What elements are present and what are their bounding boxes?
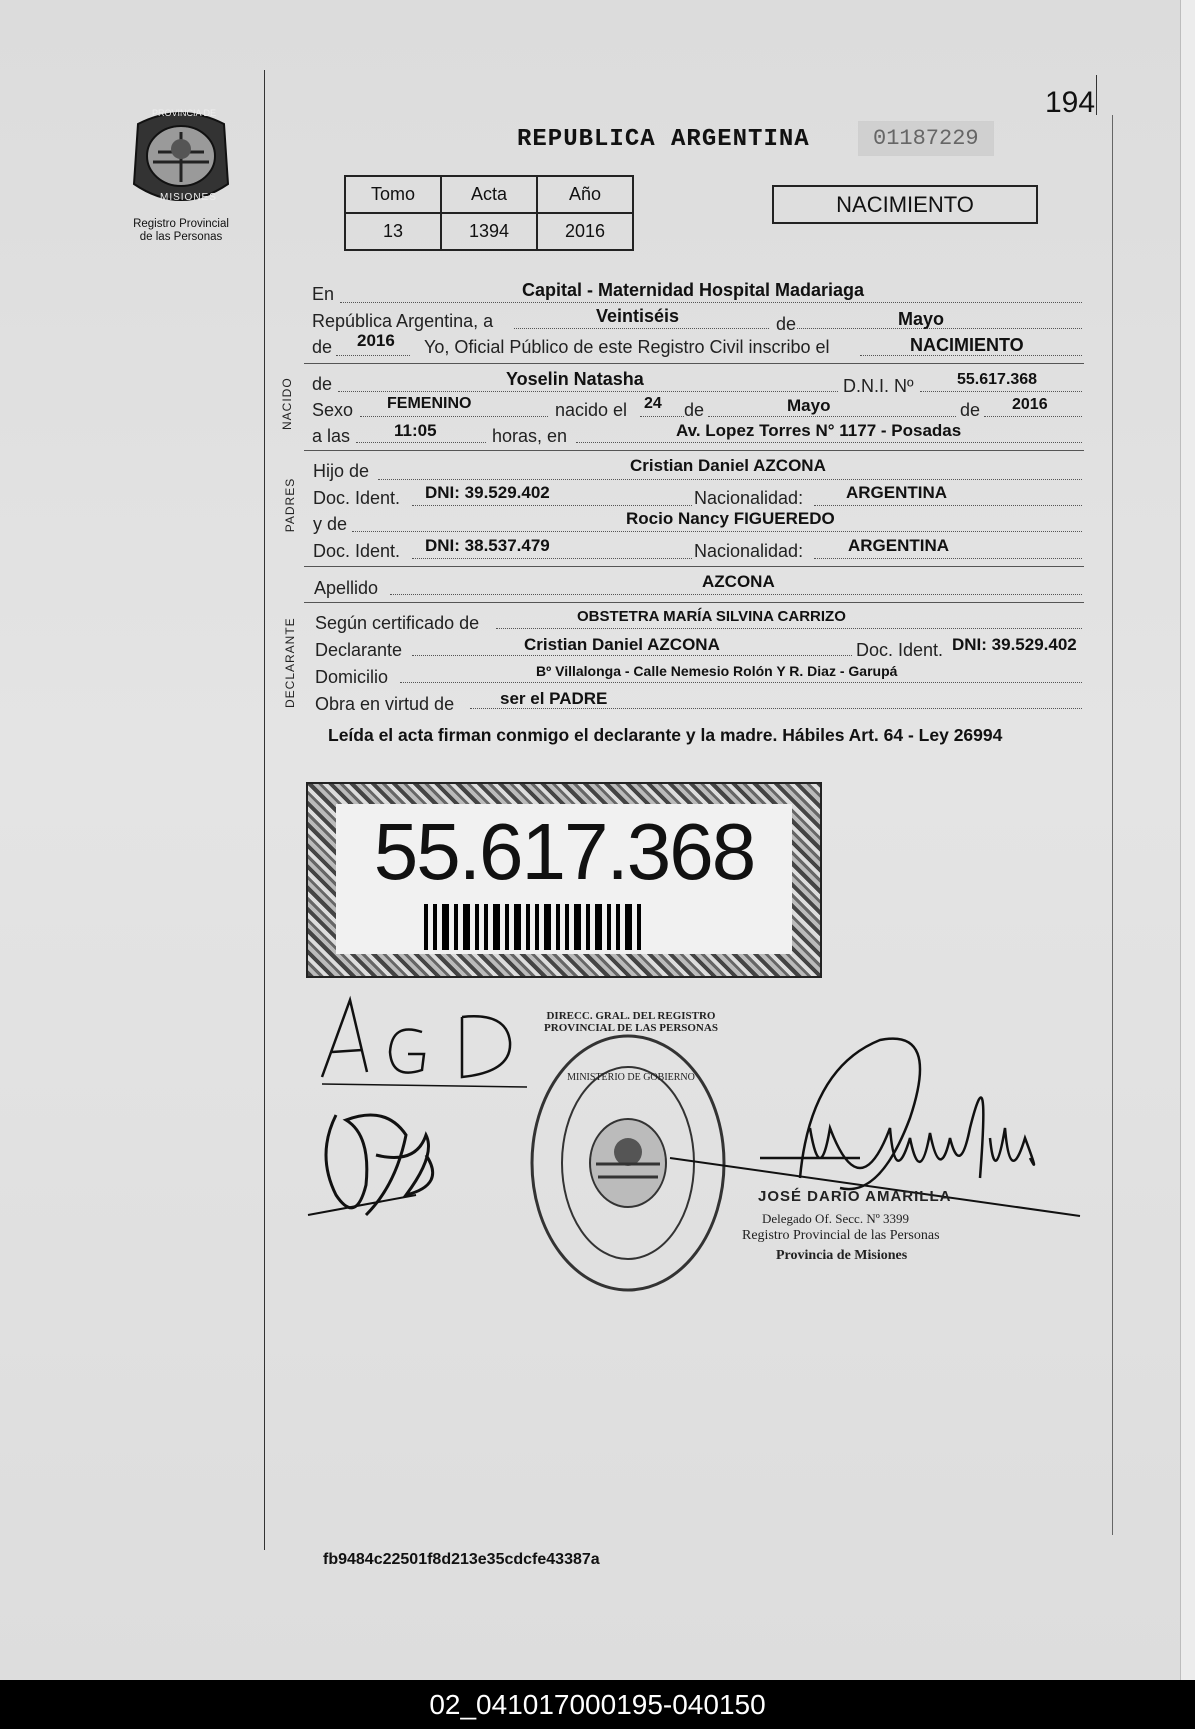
apellido-label: Apellido [314, 578, 379, 598]
child-dni-value: 55.617.368 [957, 371, 1038, 388]
dotline [412, 505, 692, 506]
republic-label: República Argentina, a [312, 311, 494, 331]
de2-label: de [312, 337, 333, 357]
officer-title: Delegado Of. Secc. Nº 3399 [762, 1211, 909, 1226]
dni-label: D.N.I. Nº [843, 376, 914, 396]
anio-label: Año [537, 176, 633, 213]
doc-ident-label: Doc. Ident. [313, 541, 401, 561]
place-value: Capital - Maternidad Hospital Madariaga [522, 280, 865, 300]
tomo-label: Tomo [345, 176, 441, 213]
dotline [400, 682, 1082, 683]
dni-stamp-number: 55.617.368 [373, 807, 755, 896]
officer-office: Registro Provincial de las Personas [742, 1228, 940, 1243]
mother-name-value: Rocio Nancy FIGUEREDO [626, 509, 835, 528]
legal-note: Leída el acta firman conmigo el declarante y la madre. Hábiles Art. 64 - Ley 26994 [328, 725, 1003, 745]
sexo-label: Sexo [312, 400, 354, 420]
section-label-nacido: NACIDO [280, 377, 294, 430]
logo-caption-line1: Registro Provincial [133, 218, 229, 230]
country-title: REPUBLICA ARGENTINA [517, 126, 810, 153]
right-margin-line [1096, 75, 1097, 115]
domicilio-value: Bº Villalonga - Calle Nemesio Rolón Y R. Diaz - Garupá [536, 663, 898, 679]
cert-label: Según certificado de [315, 613, 480, 633]
dotline [814, 505, 1082, 506]
dotline [576, 442, 1082, 443]
dotline [708, 416, 956, 417]
right-margin-line-long [1112, 115, 1113, 1535]
scan-id-footer: 02_041017000195-040150 [0, 1680, 1195, 1729]
father-doc-value: DNI: 39.529.402 [425, 483, 550, 502]
nacionalidad-label: Nacionalidad: [694, 488, 804, 508]
acta-label: Acta [441, 176, 537, 213]
anio-value: 2016 [537, 213, 633, 250]
obra-value: ser el PADRE [500, 689, 608, 708]
logo-seal-bottom-text: MISIONES [160, 192, 217, 203]
child-name-value: Yoselin Natasha [506, 369, 644, 389]
separator [304, 450, 1084, 451]
dotline [338, 391, 838, 392]
logo-seal-top-text: PROVINCIA DE [152, 108, 217, 118]
father-name-value: Cristian Daniel AZCONA [630, 456, 826, 475]
day-value: Veintiséis [596, 306, 680, 326]
en-label: En [312, 284, 335, 304]
left-margin-line [264, 70, 265, 1550]
doc-ident-label: Doc. Ident. [856, 640, 944, 660]
separator [304, 566, 1084, 567]
tomo-value: 13 [345, 213, 441, 250]
dotline [412, 655, 852, 656]
dotline [352, 531, 1082, 532]
obra-label: Obra en virtud de [315, 694, 455, 714]
document-hash: fb9484c22501f8d213e35cdcfe43387a [323, 1551, 600, 1568]
de-label: de [776, 314, 797, 334]
month-value: Mayo [898, 309, 945, 329]
domicilio-label: Domicilio [315, 667, 389, 687]
declarante-doc-value: DNI: 39.529.402 [952, 635, 1077, 654]
time-value: 11:05 [394, 421, 437, 440]
sexo-value: FEMENINO [387, 395, 472, 412]
logo-caption-line2: de las Personas [139, 231, 223, 243]
dotline [390, 594, 1082, 595]
dotline [336, 355, 410, 356]
round-seal-outer-text: DIRECC. GRAL. DEL REGISTRO PROVINCIAL DE LAS PERSONAS [544, 1010, 718, 1034]
dni-barcode [424, 904, 714, 950]
section-label-padres: PADRES [283, 477, 297, 533]
year-value: 2016 [357, 331, 395, 350]
horas-label: horas, en [492, 426, 568, 446]
nacido-de-label: de [312, 374, 333, 394]
birth-address-value: Av. Lopez Torres N° 1177 - Posadas [676, 421, 962, 440]
dotline [496, 628, 1082, 629]
dni-number-stamp [306, 782, 822, 978]
signature-initials [312, 992, 532, 1092]
officer-name: JOSÉ DARIO AMARILLA [758, 1188, 952, 1205]
cert-value: OBSTETRA MARÍA SILVINA CARRIZO [577, 608, 846, 625]
page-number: 194 [1045, 86, 1096, 119]
de-label: de [960, 400, 981, 420]
separator [304, 602, 1084, 603]
declarante-label: Declarante [315, 640, 403, 660]
logo-caption [116, 218, 246, 244]
dotline [340, 302, 1082, 303]
dotline [378, 479, 1082, 480]
dotline [356, 442, 486, 443]
section-label-declarante: DECLARANTE [283, 617, 297, 708]
birth-day-value: 24 [644, 395, 662, 412]
y-de-label: y de [313, 514, 348, 534]
dotline [360, 416, 548, 417]
declarante-name-value: Cristian Daniel AZCONA [524, 635, 720, 654]
separator [304, 363, 1084, 364]
dotline [412, 558, 692, 559]
mother-doc-value: DNI: 38.537.479 [425, 536, 550, 555]
doc-ident-label: Doc. Ident. [313, 488, 401, 508]
nacido-el-label: nacido el [555, 400, 628, 420]
officer-province: Provincia de Misiones [776, 1248, 908, 1263]
birth-year-value: 2016 [1012, 396, 1048, 413]
de-label: de [684, 400, 705, 420]
signature-declarante [306, 1095, 456, 1235]
dotline [920, 391, 1082, 392]
acta-value: 1394 [441, 213, 537, 250]
registry-table [344, 175, 634, 251]
a-las-label: a las [312, 426, 351, 446]
apellido-value: AZCONA [702, 572, 775, 591]
record-kind-value: NACIMIENTO [910, 335, 1024, 355]
mother-nationality-value: ARGENTINA [848, 536, 950, 555]
dotline [814, 558, 1082, 559]
dni-stamp-inner [336, 804, 792, 954]
father-nationality-value: ARGENTINA [846, 483, 948, 502]
hijo-de-label: Hijo de [313, 461, 370, 481]
nacionalidad-label: Nacionalidad: [694, 541, 804, 561]
round-seal-inner-text: MINISTERIO DE GOBIERNO [567, 1072, 695, 1083]
page-edge [1180, 0, 1195, 1680]
officer-text: Yo, Oficial Público de este Registro Civil inscribo el [424, 337, 830, 357]
record-type-box: NACIMIENTO [772, 185, 1038, 224]
birth-month-value: Mayo [787, 396, 831, 415]
serial-number: 01187229 [858, 121, 994, 156]
dotline [514, 328, 769, 329]
dotline [640, 416, 684, 417]
dotline [984, 416, 1082, 417]
